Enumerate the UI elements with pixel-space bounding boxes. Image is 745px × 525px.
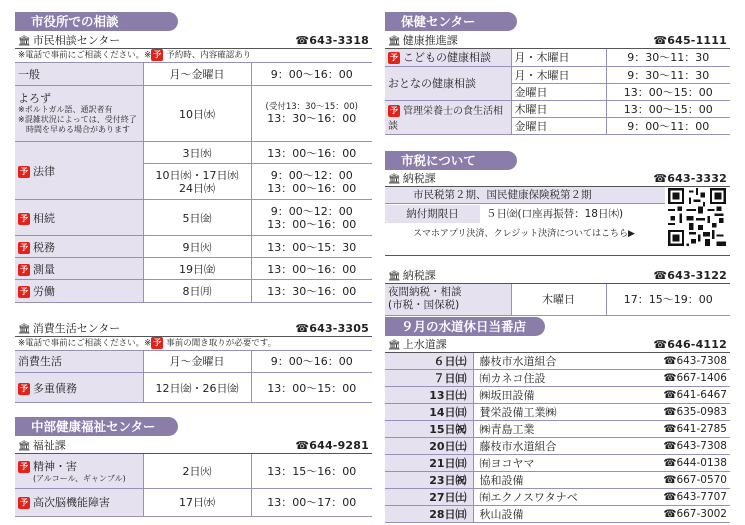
- consumer-note: ※電話で事前にご相談ください。※ 予 事前の聞き取りが必要です。: [15, 337, 372, 351]
- building-icon: 🏛: [388, 340, 401, 351]
- table-row: 予 労働 8日㈪ 13：30～16：00: [15, 280, 372, 303]
- chubu-table: [15, 454, 372, 517]
- center-name: 市民相談センター: [32, 34, 121, 47]
- citizen-consultation-section: [15, 33, 372, 303]
- water-section: [385, 337, 730, 523]
- reservation-icon: 予: [20, 383, 28, 393]
- consumer-section: [15, 321, 372, 403]
- tax-heading: 市税について: [385, 151, 517, 170]
- table-row: 27日㈯ ㈲エクノスワタナベ ☎643‐7707: [385, 489, 730, 506]
- table-row: 金曜日 13：00～15：00: [385, 83, 730, 100]
- table-row: 10日㈬・17日㈬ 24日㈬ 9：00～12：00 13：00～16：00: [15, 164, 372, 200]
- night-tax-table: [385, 284, 730, 316]
- table-row: 21日㈰ ㈲ヨコヤマ ☎644‐0138: [385, 455, 730, 472]
- chubu-heading: 中部健康福祉センター: [15, 417, 178, 436]
- table-row: 消費生活 月～金曜日 9：00～16：00: [15, 351, 372, 373]
- tax-info: [385, 187, 730, 256]
- reservation-icon: 予: [20, 213, 28, 223]
- health-header: 🏛 健康推進課 ☎645‐1111: [385, 33, 730, 49]
- tax-header: 🏛 納税課 ☎643‐3332: [385, 171, 730, 187]
- building-icon: 🏛: [18, 324, 31, 335]
- table-row: 28日㈰ 秋山設備 ☎667‐3002: [385, 506, 730, 523]
- city-hall-table: [15, 63, 372, 304]
- table-row: 予 精神・害 (アルコール、ギャンブル) 2日㈫ 13：15～16：00: [15, 454, 372, 488]
- reservation-icon: 予: [20, 461, 28, 471]
- payment-link[interactable]: スマホアプリ決済、クレジット決済についてはこちら▶: [413, 229, 635, 239]
- water-header: 🏛 上水道課 ☎646‐4112: [385, 337, 730, 353]
- table-row: 13日㈯ ㈱坂田設備 ☎641‐6467: [385, 387, 730, 404]
- table-row: 14日㈰ 賛栄設備工業㈱ ☎635‐0983: [385, 404, 730, 421]
- table-row: 予 管理栄養士の食生活相談 木曜日 13：00～15：00: [385, 100, 730, 117]
- chubu-section: [15, 438, 372, 517]
- health-center-heading: 保健センター: [385, 12, 517, 31]
- table-row: よろず ※ポルトガル語、通訳者有 ※混雑状況によっては、受付終了 時間を早める場合があります 10日㈬ (受付13：30～15：00) 13：30～16：00: [15, 86, 372, 142]
- table-row: おとなの健康相談 月・木曜日 9：30～11：30: [385, 66, 730, 83]
- table-row: 予 税務 9日㈫ 13：00～15：30: [15, 236, 372, 258]
- table-row: 予 高次脳機能障害 17日㈬ 13：00～17：00: [15, 488, 372, 516]
- reservation-icon: 予: [20, 264, 28, 274]
- water-heading: ９月の水道休日当番店: [385, 317, 545, 336]
- center-note: ※電話で事前にご相談ください。※ 予 予約時、内容確認あり: [15, 49, 372, 63]
- building-icon: 🏛: [388, 174, 401, 185]
- table-row: 23日㈷ 協和設備 ☎667‐0570: [385, 472, 730, 489]
- reservation-icon: 予: [390, 53, 398, 63]
- tax-limit-row: 納付期限日 ５日㈮(口座再振替：18日㈭): [385, 205, 665, 223]
- table-row: ７日㈰ ㈲カネコ住設 ☎667‐1406: [385, 370, 730, 387]
- table-row: ６日㈯ 藤枝市水道組合 ☎643‐7308: [385, 353, 730, 370]
- table-row: 予 多重債務 12日㈮・26日㈮ 13：00～15：00: [15, 373, 372, 403]
- reservation-icon: 予: [20, 242, 28, 252]
- tax-header-2: 🏛 納税課 ☎643‐3122: [385, 268, 730, 284]
- tax-section: [385, 171, 730, 316]
- table-row: 予 こどもの健康相談 月・木曜日 9：30～11：30: [385, 49, 730, 66]
- center-phone: ☎643‐3318: [295, 34, 369, 47]
- health-section: [385, 33, 730, 135]
- tax-period: 市民税第２期、国民健康保険税第２期: [385, 187, 665, 204]
- reservation-icon: 予: [153, 338, 162, 347]
- table-row: 予 法律 3日㈬ 13：00～16：00: [15, 142, 372, 164]
- table-row: 金曜日 9：00～11：00: [385, 117, 730, 134]
- consumer-table: [15, 351, 372, 404]
- city-hall-heading: 市役所での相談: [15, 12, 178, 31]
- water-table: [385, 353, 730, 523]
- table-row: 夜間納税・相談 (市税・国保税) 木曜日 17：15～19：00: [385, 284, 730, 315]
- right-column: [385, 0, 730, 525]
- building-icon: 🏛: [18, 36, 31, 47]
- left-column: [15, 0, 372, 525]
- table-row: 予 相続 5日㈮ 9：00～12：00 13：00～16：00: [15, 200, 372, 236]
- health-table: [385, 49, 730, 135]
- chubu-header: 🏛 福祉課 ☎644‐9281: [15, 438, 372, 454]
- building-icon: 🏛: [18, 441, 31, 452]
- table-row: 20日㈯ 藤枝市水道組合 ☎643‐7308: [385, 438, 730, 455]
- reservation-icon: 予: [153, 50, 162, 59]
- building-icon: 🏛: [388, 36, 401, 47]
- reservation-icon: 予: [390, 106, 398, 115]
- table-row: 15日㈷ ㈱青島工業 ☎641‐2785: [385, 421, 730, 438]
- table-row: 一般 月～金曜日 9：00～16：00: [15, 63, 372, 86]
- qr-code-icon[interactable]: [668, 188, 726, 246]
- reservation-icon: 予: [20, 287, 28, 296]
- table-row: 予 測量 19日㈮ 13：00～16：00: [15, 258, 372, 280]
- reservation-icon: 予: [20, 166, 28, 176]
- building-icon: 🏛: [388, 271, 401, 282]
- reservation-icon: 予: [20, 498, 28, 507]
- consumer-header: 🏛 消費生活センター ☎643‐3305: [15, 321, 372, 337]
- center-header: [15, 33, 372, 49]
